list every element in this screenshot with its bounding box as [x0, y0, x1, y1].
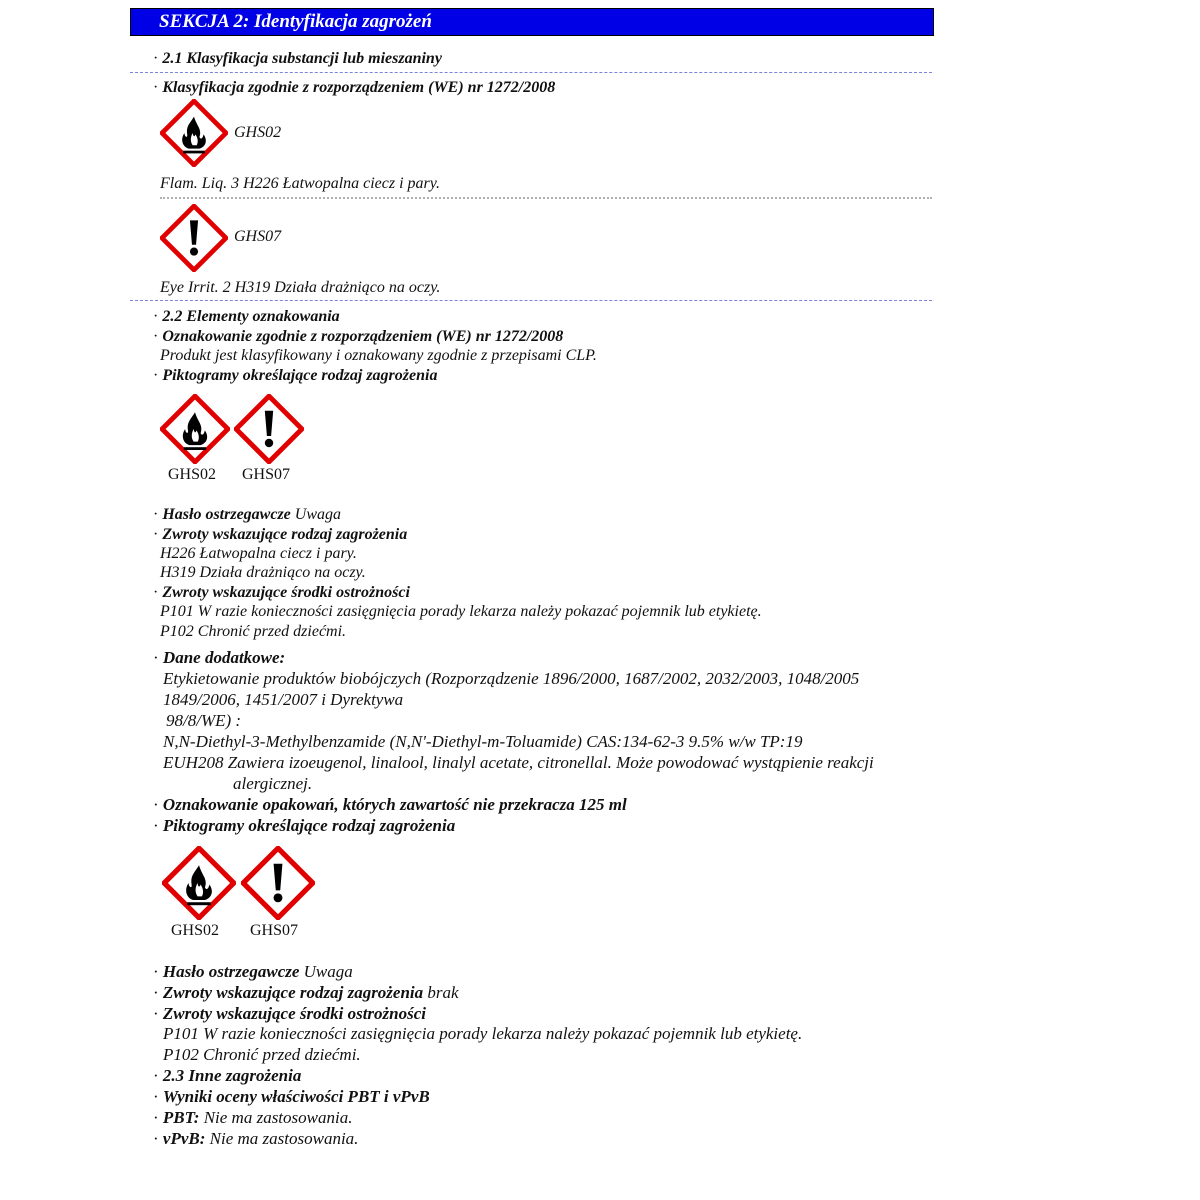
pictogram-label: GHS07 — [250, 922, 299, 939]
flame-pictogram-icon — [160, 394, 230, 464]
small-pack-heading: · Oznakowanie opakowań, których zawartość nie przekracza 125 ml — [153, 795, 627, 814]
dotted-divider — [160, 197, 932, 199]
section-header — [130, 8, 934, 36]
small-pack-precautionary-heading: · Zwroty wskazujące środki ostrożności — [153, 1004, 426, 1023]
precautionary-statement: P101 W razie konieczności zasięgnięcia porady lekarza należy pokazać pojemnik lub etykietę. — [163, 1024, 803, 1043]
small-pack-hazard-statements: · Zwroty wskazujące rodzaj zagrożenia brak — [153, 983, 459, 1002]
precautionary-statement: P101 W razie konieczności zasięgnięcia porady lekarza należy pokazać pojemnik lub etykietę. — [160, 603, 762, 620]
hazard-statements-heading: · Zwroty wskazujące rodzaj zagrożenia — [153, 526, 408, 543]
pictogram-label: GHS02 — [171, 922, 220, 939]
divider — [130, 300, 932, 301]
precautionary-statement: P102 Chronić przed dziećmi. — [160, 623, 347, 640]
additional-info-line: 1849/2006, 1451/2007 i Dyrektywa — [163, 690, 404, 709]
hazard-statement: H319 Działa drażniąco na oczy. — [160, 564, 366, 581]
precautionary-heading: · Zwroty wskazujące środki ostrożności — [153, 584, 410, 601]
labelling-heading: · Oznakowanie zgodnie z rozporządzeniem (WE) nr 1272/2008 — [153, 328, 564, 345]
additional-info-line: EUH208 Zawiera izoeugenol, linalool, linalyl acetate, citronellal. Może powodować wystąpienie reakcji — [163, 753, 874, 772]
clp-classification-heading: · Klasyfikacja zgodnie z rozporządzeniem (WE) nr 1272/2008 — [153, 79, 556, 96]
flame-pictogram-icon — [162, 846, 236, 920]
additional-info-line: alergicznej. — [233, 774, 313, 793]
small-pack-signal-word: · Hasło ostrzegawcze Uwaga — [153, 962, 353, 981]
eye-irrit-classification: Eye Irrit. 2 H319 Działa drażniąco na oczy. — [160, 279, 441, 296]
small-pack-pictograms-heading: · Piktogramy określające rodzaj zagrożenia — [153, 816, 456, 835]
additional-info-line: Etykietowanie produktów biobójczych (Rozporządzenie 1896/2000, 1687/2002, 2032/2003, 1048/2005 — [163, 669, 860, 688]
additional-info-line: N,N-Diethyl-3-Methylbenzamide (N,N'-Diethyl-m-Toluamide) CAS:134-62-3 9.5% w/w TP:19 — [163, 732, 803, 751]
section-title: SEKCJA 2: Identyfikacja zagrożeń — [159, 11, 432, 32]
s23-heading: · 2.3 Inne zagrożenia — [153, 1066, 302, 1085]
s22-heading: · 2.2 Elementy oznakowania — [153, 308, 340, 325]
ghs07-code: GHS07 — [234, 228, 282, 245]
hazard-statement: H226 Łatwopalna ciecz i pary. — [160, 545, 357, 562]
flam-liq-classification: Flam. Liq. 3 H226 Łatwopalna ciecz i pary. — [160, 175, 440, 192]
divider — [130, 72, 932, 73]
additional-info-line: 98/8/WE) : — [166, 711, 242, 730]
labelling-text: Produkt jest klasyfikowany i oznakowany zgodnie z przepisami CLP. — [160, 347, 597, 364]
pictogram-label: GHS02 — [168, 466, 217, 483]
s21-heading: · 2.1 Klasyfikacja substancji lub mieszaniny — [153, 50, 442, 67]
exclamation-pictogram-icon — [241, 846, 315, 920]
precautionary-statement: P102 Chronić przed dziećmi. — [163, 1045, 361, 1064]
pictogram-label: GHS07 — [242, 466, 291, 483]
exclamation-pictogram-icon — [160, 204, 228, 272]
signal-word: · Hasło ostrzegawcze Uwaga — [153, 506, 342, 523]
flame-pictogram-icon — [160, 99, 228, 167]
additional-info-heading: · Dane dodatkowe: — [153, 648, 286, 667]
ghs02-code: GHS02 — [234, 124, 282, 141]
pbt-result: · PBT: Nie ma zastosowania. — [153, 1108, 353, 1127]
pbt-vpvb-heading: · Wyniki oceny właściwości PBT i vPvB — [153, 1087, 430, 1106]
vpvb-result: · vPvB: Nie ma zastosowania. — [153, 1129, 359, 1148]
pictograms-heading: · Piktogramy określające rodzaj zagrożenia — [153, 367, 438, 384]
exclamation-pictogram-icon — [234, 394, 304, 464]
